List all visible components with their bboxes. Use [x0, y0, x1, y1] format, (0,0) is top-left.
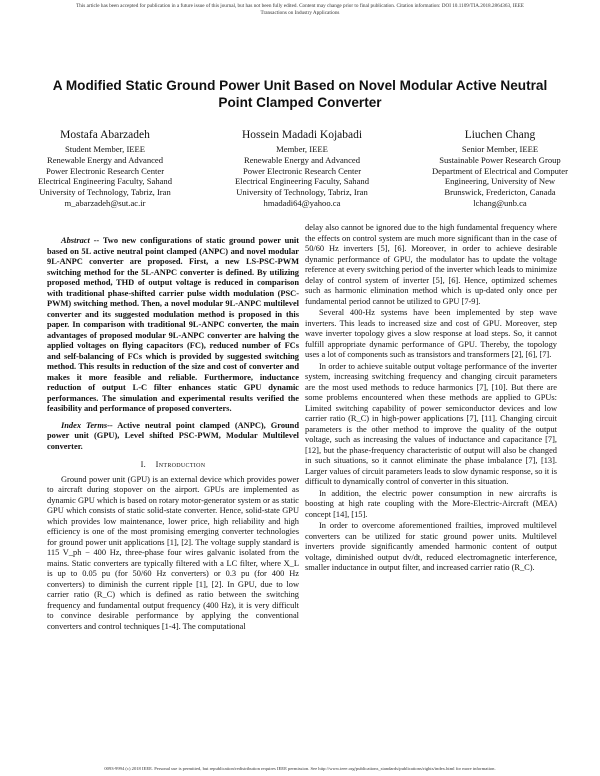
author-membership: Student Member, IEEE — [64, 144, 146, 154]
index-terms — [47, 421, 299, 453]
header-line-1: This article has been accepted for publication in a future issue of this journal, but has not been fully edited. Content may change prior to final publication. Citation information: DOI 10.1109/TIA.2018.2864363, IEEE — [76, 3, 524, 9]
author-affiliation: Brunswick, Fredericton, Canada — [444, 187, 556, 198]
section-title: Introduction — [155, 460, 206, 469]
author-block — [38, 128, 568, 209]
author-affiliation: Renewable Energy and Advanced — [243, 154, 361, 165]
paper-title: A Modified Static Ground Power Unit Based on Novel Modular Active Neutral Point Clamped Converter — [52, 78, 548, 110]
author-name: Liuchen Chang — [464, 129, 536, 141]
author-affiliation: University of Technology, Tabriz, Iran — [39, 187, 171, 198]
author-affiliation: Engineering, University of New — [444, 176, 556, 187]
author-affiliation: Electrical Engineering Faculty, Sahand — [234, 176, 370, 187]
section-heading — [47, 460, 299, 471]
author-affiliation: Sustainable Power Research Group — [439, 154, 561, 165]
author-1 — [38, 128, 172, 209]
author-membership: Senior Member, IEEE — [461, 144, 539, 154]
index-terms-label: Index Terms — [61, 420, 108, 430]
index-terms-text: -- Active neutral point clamped (ANPC), Ground power unit (GPU), Level shifted PSC-PWM, Modular Multilevel converter. — [47, 420, 299, 451]
abstract-text: -- Two new configurations of static ground power unit based on 5L active neutral point clamped (ANPC) and novel modular 9L-ANPC converter are proposed. First, a new LS-PSC-PWM switching method for the 5L-ANPC converter is defined. By utilizing proposed method, THD of output voltage is reduced in comparison with traditional phase-shifted carrier pulse width modulation (PSC-PWM) switching method. Then, a novel modular 9L-ANPC multilevel converter and its suggested modulation method is proposed in this paper. In comparison with traditional 9L-ANPC converter, the main advantages of proposed modular 9L-ANPC converter are halving the applied voltages on flying capacitors (FC), reduced number of FCs and self-balancing of FCs which is provided by suggested switching method. This results in reduction of the size and cost of converter and makes it more feasible and reliable. Furthermore, inductance reduction of output L-C filter enhances static GPU dynamic performances. The simulation and experimental results verified the feasibility and performance of proposed converters. — [47, 236, 299, 413]
header-line-2: Transactions on Industry Applications — [260, 10, 340, 16]
author-name: Hossein Madadi Kojabadi — [241, 129, 363, 141]
author-affiliation: Renewable Energy and Advanced — [46, 154, 164, 165]
right-column — [305, 223, 557, 575]
author-affiliation: Department of Electrical and Computer — [431, 165, 568, 176]
abstract-label: Abstract — [61, 236, 90, 245]
intro-paragraph: Ground power unit (GPU) is an external device which provides power to aircraft during stopover on the airport. GPUs are implemented as dynamic GPU which is based on rotary motor-generator system or as static GPU which consists of static solid-state converter. Hence, solid-state GPU which provides low maintenance, lower price, high reliability and high efficiency is one of the most promising emerging converter technologies for ground power unit applications [1], [2]. The voltage supply standard is 115 V_ph − 400 Hz, three-phase four wires galvanic isolated from the mains. Static converters are typically filtered with a LC filter, where X_L is up to 0.05 pu (for 50/60 Hz converters) or 0.3 pu (for 400 Hz converters) to diminish the current ripple [1], [2]. In GPU, due to low carrier ratio (R_C) which is defined as ratio between the switching frequency and fundamental output frequency (400 Hz), it is very difficult to convince desirable performance by applying the conventional converters and control techniques [1-4]. The computational — [47, 474, 299, 631]
copyright-footer: 0093-9994 (c) 2018 IEEE. Personal use is permitted, but republication/redistribution requires IEEE permission. See http://www.ieee.org/publications_standards/publications/rights/index.html for more information. — [104, 766, 496, 771]
journal-header — [0, 3, 600, 17]
author-affiliation: University of Technology, Tabriz, Iran — [236, 187, 368, 198]
author-name: Mostafa Abarzadeh — [60, 129, 150, 141]
author-email[interactable]: hmadadi64@yahoo.ca — [263, 197, 341, 208]
body-paragraph: delay also cannot be ignored due to the high fundamental frequency where the effects on control system are much more significant than in the case of 50/60 Hz inverters [5], [6]. Moreover, in order to achieve desirable dynamic performance of GPU, the modulator has to update the voltage reference at every switching period of the inverter which leads to minimize delay of control system of inverter [5], [6]. Hence, optimized schemes such as harmonic elimination method which is up-dated only once per fundamental period cannot be utilized to GPU [7-9]. — [305, 223, 557, 306]
abstract — [47, 236, 299, 415]
author-affiliation: Electrical Engineering Faculty, Sahand — [38, 176, 173, 187]
body-paragraph: In order to achieve suitable output voltage performance of the inverter system, increasing switching frequency and changing circuit parameters are the most used methods to reduce harmonics [7], [10]. But there are some problems encountered when these methods are applied to GPUs: Limited switching capability of power semiconductor devices and low carrier ratio (R_C) in high-power applications [7], [11]. Changing circuit parameters is the other method to improve the quality of the output voltage, such as increasing the values of inductance and capacitance [7], [12], but the phase-frequency characteristic of output will also be changed in such situations, so it cannot eliminate the phase imbalance [7], [13]. Larger values of circuit parameters leads to slow dynamic response, so it is difficult to dynamically control of converter in this situation. — [305, 361, 557, 486]
body-paragraph: In addition, the electric power consumption in new aircrafts is boosting at high rate coupling with the More-Electric-Aircraft (MEA) concept [14], [15]. — [305, 488, 557, 519]
author-3 — [432, 128, 568, 209]
author-2 — [235, 128, 369, 209]
body-paragraph: In order to overcome aforementioned frailties, improved multilevel converters can be utilized for static ground power units. Multilevel inverters provide significantly amended harmonic content of output voltage, diminished output dv/dt, reduced electromagnetic interference, smaller inductance in output filter, and increased carrier ratio (R_C). — [305, 521, 557, 572]
author-email[interactable]: lchang@unb.ca — [473, 197, 527, 208]
author-membership: Member, IEEE — [276, 144, 328, 154]
left-column — [47, 236, 299, 633]
section-number: I. — [140, 460, 147, 469]
author-affiliation: Power Electronic Research Center — [242, 165, 362, 176]
author-email[interactable]: m_abarzadeh@sut.ac.ir — [64, 197, 146, 208]
author-affiliation: Power Electronic Research Center — [45, 165, 165, 176]
body-paragraph: Several 400-Hz systems have been implemented by step wave inverters. This leads to increased size and cost of GPU. Moreover, step wave inverter topology gives a slow response at load steps. So, it cannot fulfill appropriate dynamic performance of GPU. Thereby, the topology uses a lot of components such as transistors and transformers [2], [6], [7]. — [305, 308, 557, 359]
